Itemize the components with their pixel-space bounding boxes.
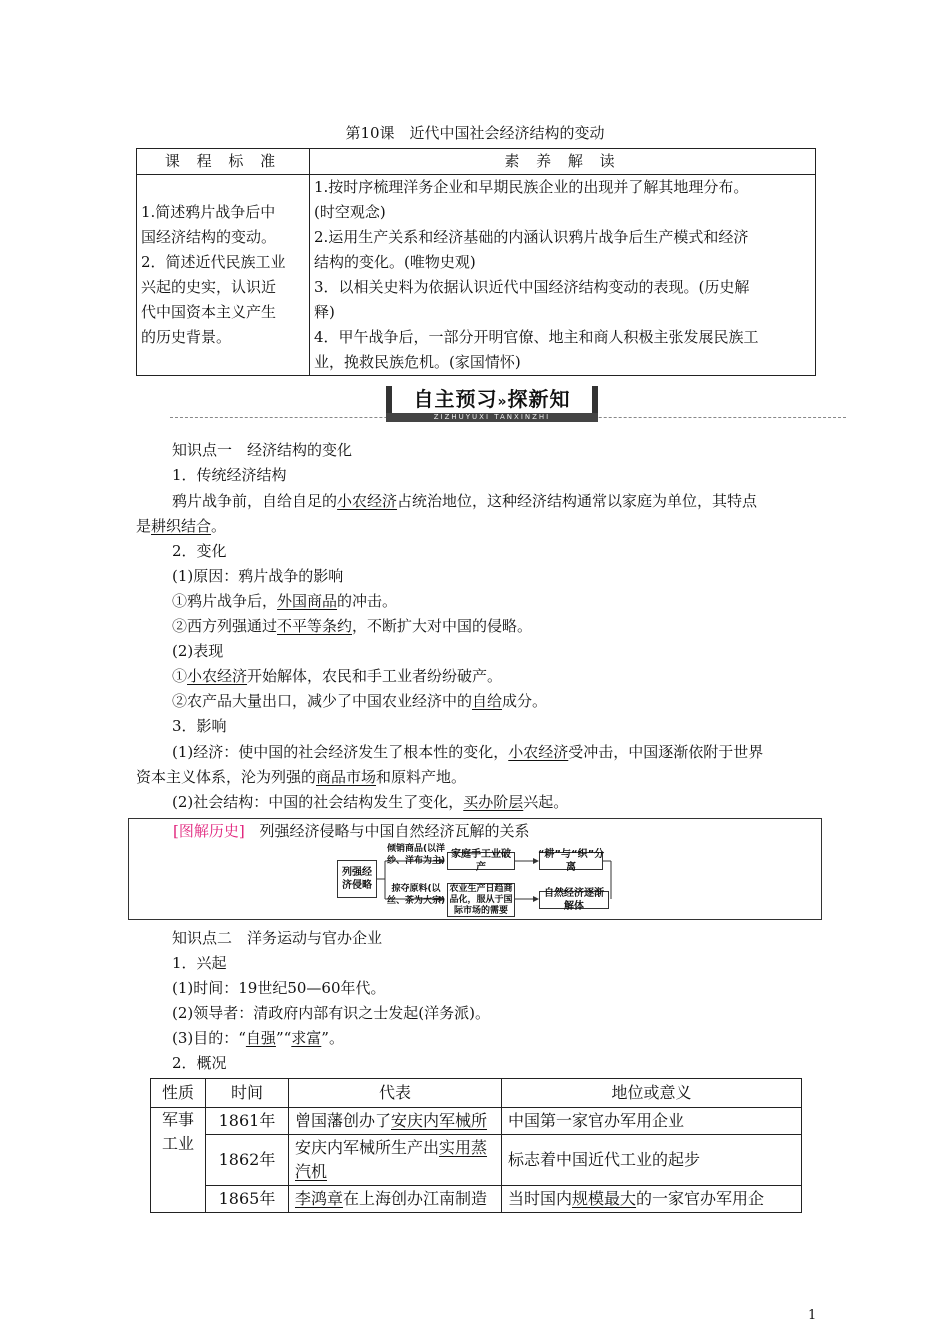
diagram-tag: [图解历史]	[173, 822, 245, 840]
standard-line: 代中国资本主义产生	[141, 303, 277, 321]
col-header: 地位或意义	[502, 1079, 802, 1108]
fill-blank: 自强	[245, 1029, 276, 1047]
standards-right-cell	[310, 175, 816, 376]
standard-line: 兴起的史实，认识近	[141, 278, 277, 296]
kp1-c1a: ①鸦片战争后，外国商品的冲击。	[172, 592, 398, 610]
banner-subtitle: ZIZHUYUXI TANXINZHI	[386, 413, 598, 422]
standards-left-cell	[137, 175, 310, 376]
standards-table	[136, 148, 816, 376]
kp1-c2: (2)表现	[172, 642, 224, 660]
col-header: 性质	[151, 1079, 206, 1108]
section-banner	[386, 386, 598, 422]
literacy-line: (时空观念)	[314, 203, 386, 221]
kp1-p1-cont: 是耕织结合。	[136, 517, 227, 535]
diagram-box-commercialization: 农业生产日趋商品化，服从于国际市场的需要	[447, 883, 515, 917]
fill-blank: 小农经济	[337, 492, 398, 510]
literacy-line: 业，挽救民族危机。(家国情怀)	[314, 353, 521, 371]
diagram-box-separation: “耕”与“织”分离	[537, 849, 605, 873]
diagram-title: 列强经济侵略与中国自然经济瓦解的关系	[259, 822, 530, 840]
col-header: 时间	[206, 1079, 289, 1108]
diagram-root-box: 列强经济侵略	[337, 860, 377, 898]
kp1-p1: 鸦片战争前，自给自足的小农经济占统治地位，这种经济结构通常以家庭为单位，其特点	[172, 492, 758, 510]
kp1-e2: (2)社会结构：中国的社会结构发生了变化，买办阶层兴起。	[172, 793, 569, 811]
kp2-t2: (2)领导者：清政府内部有识之士发起(洋务派)。	[172, 1004, 490, 1022]
standards-header-left: 课 程 标 准	[137, 149, 310, 175]
significance-cell: 中国第一家官办军用企业	[502, 1108, 802, 1135]
fill-blank: 实用蒸汽机	[295, 1138, 488, 1181]
standard-line: 2．简述近代民族工业	[141, 253, 286, 271]
literacy-line: 3．以相关史料为依据认识近代中国经济结构变动的表现。(历史解	[314, 278, 750, 296]
diagram-box-handicraft: 家庭手工业破产	[447, 852, 515, 870]
kp1-e1: (1)经济：使中国的社会经济发生了根本性的变化，小农经济受冲击，中国逐渐依附于世界	[172, 743, 764, 761]
kp1-c1: (1)原因：鸦片战争的影响	[172, 567, 344, 585]
year-cell: 1862年	[206, 1135, 289, 1186]
table-row	[151, 1135, 802, 1186]
banner-arrow-icon: »	[497, 394, 508, 410]
fill-blank: 规模最大	[572, 1189, 637, 1208]
kp1-c1b: ②西方列强通过不平等条约，不断扩大对中国的侵略。	[172, 617, 533, 635]
representative-cell: 李鸿章在上海创办江南制造	[289, 1186, 502, 1213]
kp1-e1-cont: 资本主义体系，沦为列强的商品市场和原料产地。	[136, 768, 467, 786]
representative-cell: 曾国藩创办了安庆内军械所	[289, 1108, 502, 1135]
kp1-c2a: ①小农经济开始解体，农民和手工业者纷纷破产。	[172, 667, 503, 685]
table-row	[151, 1186, 802, 1213]
page-number: 1	[808, 1308, 817, 1323]
year-cell: 1865年	[206, 1186, 289, 1213]
kp2-heading: 知识点二 洋务运动与官办企业	[172, 929, 383, 947]
kp2-s1: 1．兴起	[172, 954, 227, 972]
fill-blank: 商品市场	[316, 768, 377, 786]
banner-title: 自主预习	[413, 387, 498, 411]
kp1-s1: 1．传统经济结构	[172, 466, 287, 484]
diagram-box-disintegration: 自然经济逐渐解体	[539, 891, 609, 909]
overview-table	[150, 1078, 802, 1213]
kp1-heading: 知识点一 经济结构的变化	[172, 441, 353, 459]
kp2-t1: (1)时间：19世纪50—60年代。	[172, 979, 386, 997]
kp2-s2: 2．概况	[172, 1054, 227, 1072]
col-header: 代表	[289, 1079, 502, 1108]
fill-blank: 小农经济	[187, 667, 248, 685]
standards-header-right: 素 养 解 读	[310, 149, 816, 175]
diagram-panel	[128, 818, 822, 920]
diagram-branch2-label: 掠夺原料(以丝、茶为大宗)	[386, 884, 446, 906]
standard-line: 的历史背景。	[141, 328, 232, 346]
literacy-line: 1.按时序梳理洋务企业和早期民族企业的出现并了解其地理分布。	[314, 178, 749, 196]
fill-blank: 自给	[472, 692, 503, 710]
literacy-line: 4．甲午战争后，一部分开明官僚、地主和商人积极主张发展民族工	[314, 328, 759, 346]
fill-blank: 买办阶层	[463, 793, 524, 811]
fill-blank: 安庆内军械所	[391, 1111, 488, 1130]
kp1-c2b: ②农产品大量出口，减少了中国农业经济中的自给成分。	[172, 692, 548, 710]
fill-blank: 小农经济	[508, 743, 569, 761]
standard-line: 1.简述鸦片战争后中	[141, 203, 276, 221]
fill-blank: 李鸿章	[295, 1189, 344, 1208]
literacy-line: 释)	[314, 303, 335, 321]
fill-blank: 不平等条约	[277, 617, 353, 635]
category-cell: 军事工业	[151, 1108, 206, 1213]
representative-cell: 安庆内军械所生产出实用蒸汽机	[289, 1135, 502, 1186]
kp1-s2: 2．变化	[172, 542, 227, 560]
lesson-title: 第10课 近代中国社会经济结构的变动	[345, 124, 605, 142]
significance-cell: 标志着中国近代工业的起步	[502, 1135, 802, 1186]
kp2-t3: (3)目的：“自强”“求富”。	[172, 1029, 344, 1047]
fill-blank: 外国商品	[277, 592, 338, 610]
significance-cell: 当时国内规模最大的一家官办军用企	[502, 1186, 802, 1213]
standard-line: 国经济结构的变动。	[141, 228, 277, 246]
fill-blank: 求富	[291, 1029, 322, 1047]
diagram-branch1-label: 倾销商品(以洋纱、洋布为主)	[386, 844, 446, 866]
banner-title2: 探新知	[507, 387, 571, 411]
kp1-s3: 3．影响	[172, 717, 227, 735]
year-cell: 1861年	[206, 1108, 289, 1135]
literacy-line: 结构的变化。(唯物史观)	[314, 253, 476, 271]
literacy-line: 2.运用生产关系和经济基础的内涵认识鸦片战争后生产模式和经济	[314, 228, 749, 246]
fill-blank: 耕织结合	[151, 517, 212, 535]
table-row	[151, 1108, 802, 1135]
